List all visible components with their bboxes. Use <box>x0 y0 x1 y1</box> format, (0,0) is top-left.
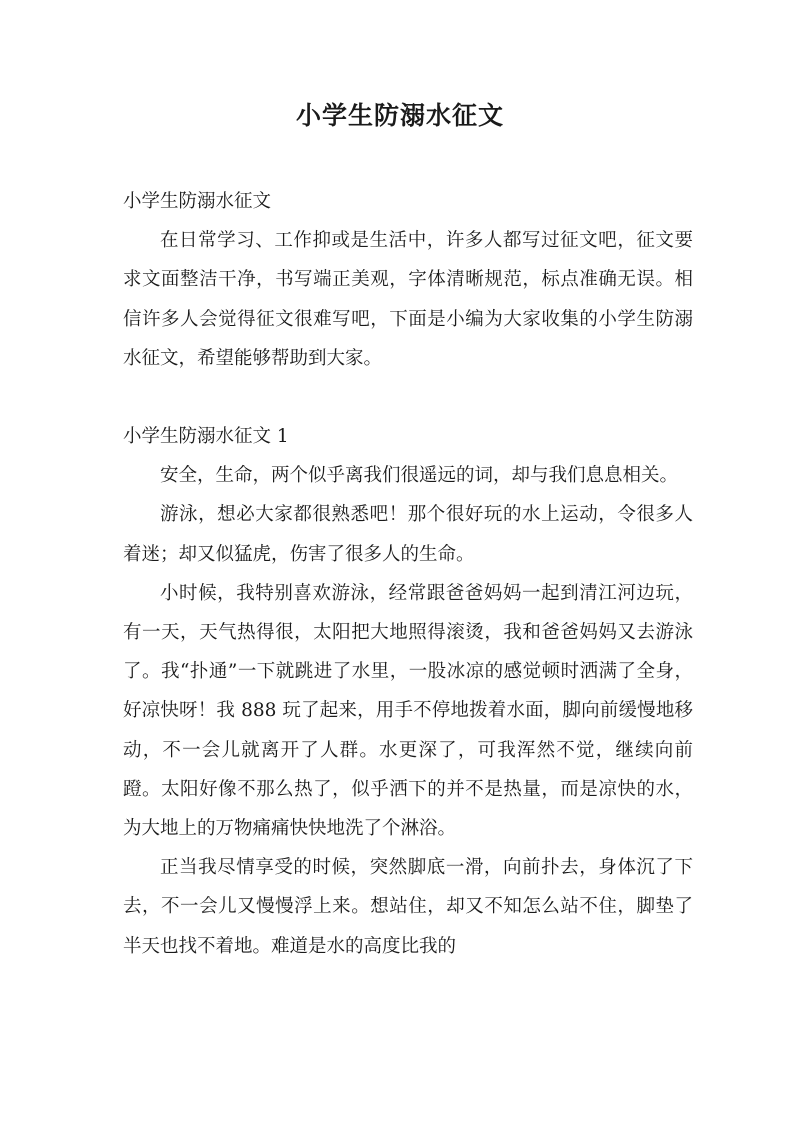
intro-paragraph: 在日常学习、工作抑或是生活中，许多人都写过征文吧，征文要求文面整洁干净，书写端正美观，字体清晰规范，标点准确无误。相信许多人会觉得征文很难写吧，下面是小编为大家收集的小学生防溺水征文，希望能够帮助到大家。 <box>123 230 693 369</box>
body-paragraph: 正当我尽情享受的时候，突然脚底一滑，向前扑去，身体沉了下去，不一会儿又慢慢浮上来。想站住，却又不知怎么站不住，脚垫了半天也找不着地。难道是水的高度比我的 <box>123 857 693 957</box>
intro-heading: 小学生防溺水征文 <box>123 191 272 212</box>
body-paragraph: 小时候，我特别喜欢游泳，经常跟爸爸妈妈一起到清江河边玩，有一天，天气热得很，太阳把大地照得滚烫，我和爸爸妈妈又去游泳了。我“扑通”一下就跳进了水里，一股冰凉的感觉顿时洒满了全身，好凉快呀！我 888 玩了起来，用手不停地拨着水面，脚向前缓慢地移动，不一会儿就离开了人群。水更深了，可我浑然不觉，继续向前蹬。太阳好像不那么热了，似乎洒下的并不是热量，而是凉快的水，为大地上的万物痛痛快快地洗了个淋浴。 <box>123 582 693 840</box>
document-body <box>123 182 693 966</box>
section-heading: 小学生防溺水征文 1 <box>123 426 289 448</box>
document-title: 小学生防溺水征文 <box>295 101 504 130</box>
section-spacer <box>123 378 693 417</box>
body-paragraph: 游泳，想必大家都很熟悉吧！那个很好玩的水上运动，令很多人着迷；却又似猛虎，伤害了很多人的生命。 <box>123 504 693 565</box>
body-paragraph: 安全，生命，两个似乎离我们很遥远的词，却与我们息息相关。 <box>160 465 679 487</box>
